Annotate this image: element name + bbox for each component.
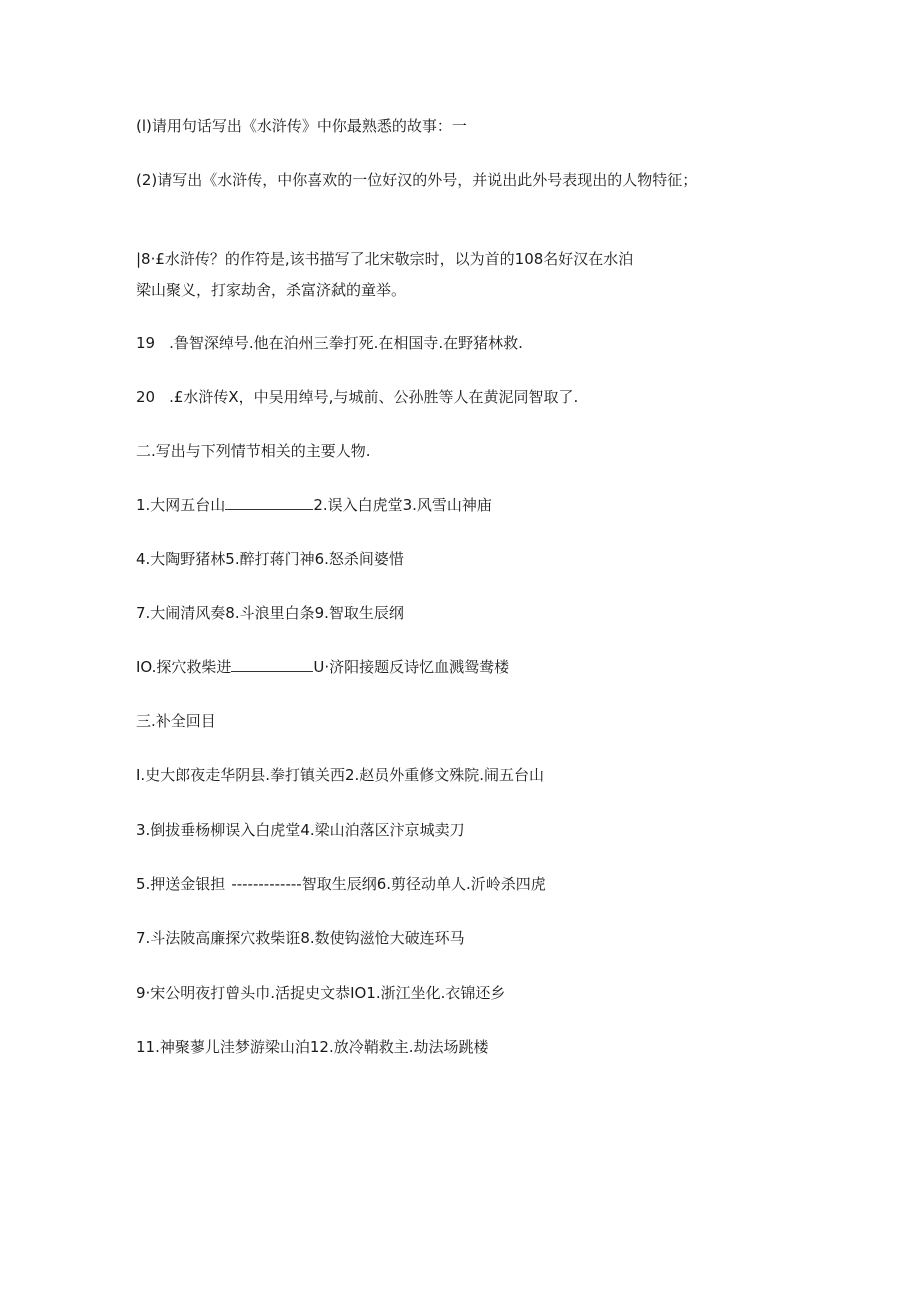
section-2-heading (136, 441, 371, 461)
section-3-title: 三.补全回目 (136, 712, 216, 730)
section-3-row-3-part-b: 智取生辰纲6.剪径动单人.沂岭杀四虎 (301, 875, 546, 893)
question-19-text: .鲁智深绰号.他在泊州三拳打死.在相国寺.在野猪林救. (169, 334, 523, 352)
question-20-number: 20 (136, 388, 156, 406)
answer-blank-1[interactable] (225, 495, 313, 510)
section-3-row-3 (136, 874, 546, 894)
section-3-row-2-text: 3.倒拔垂杨柳误入白虎堂4.梁山泊落区汴京城卖刀 (136, 821, 465, 839)
answer-blank-2[interactable] (231, 657, 313, 672)
section-2-row-3-text: 7.大闹清风奏8.斗浪里白条9.智取生辰纲 (136, 604, 404, 622)
question-18-text-1: |8·£水浒传？的作符是,该书描写了北宋敬宗时，以为首的108名好汉在水泊 (136, 250, 634, 268)
section-2-row-4-part-a: IO.探穴救柴进 (136, 658, 232, 676)
section-3-row-4-text: 7.斗法陂高廉探穴救柴诳8.数使钩滋怆大破连环马 (136, 929, 465, 947)
question-20-text: .£水浒传X，中吴用绰号,与城前、公孙胜等人在黄泥同智取了. (169, 388, 579, 406)
question-1-text: (l)请用句话写出《水浒传》中你最熟悉的故事：一 (136, 117, 467, 135)
section-2-row-3 (136, 603, 404, 623)
question-1 (136, 116, 467, 136)
section-3-heading (136, 711, 216, 731)
question-18-text-2: 梁山聚义，打家劫舍，杀富济弑的童举。 (136, 281, 407, 299)
section-3-row-1-text: I.史大郎夜走华阴县.拳打镇关西2.赵员外重修文殊院.闹五台山 (136, 766, 545, 784)
section-2-row-4 (136, 657, 509, 677)
section-3-row-1 (136, 765, 544, 785)
section-2-title: 二.写出与下列情节相关的主要人物. (136, 442, 371, 460)
section-3-row-3-part-a: 5.押送金银担 (136, 875, 226, 893)
section-3-row-6-text: 11.神聚蓼儿洼梦游梁山泊12.放冷鞘救主.劫法场跳楼 (136, 1038, 489, 1056)
question-18-line-1 (136, 249, 633, 269)
section-3-row-4 (136, 928, 465, 948)
question-2-text: (2)请写出《水浒传，中你喜欢的一位好汉的外号，并说出此外号表现出的人物特征； (136, 171, 698, 189)
question-19 (136, 333, 523, 353)
section-2-row-4-part-b: U·济阳接题反诗忆血溅鸳鸯楼 (313, 658, 510, 676)
section-2-row-1-part-b: 2.误入白虎堂3.风雪山神庙 (313, 496, 492, 514)
question-20 (136, 387, 578, 407)
section-2-row-2 (136, 549, 404, 569)
section-3-row-2 (136, 820, 465, 840)
question-2 (136, 170, 697, 190)
section-2-row-1-part-a: 1.大网五台山 (136, 496, 226, 514)
section-3-row-5 (136, 983, 505, 1003)
question-19-number: 19 (136, 334, 156, 352)
section-2-row-1 (136, 495, 492, 515)
section-3-row-5-text: 9·宋公明夜打曾头巾.活捉史文恭IO1.浙江坐化.衣锦还乡 (136, 984, 506, 1002)
section-3-row-3-dashes: ------------- (231, 875, 302, 893)
question-18-line-2 (136, 280, 406, 300)
section-2-row-2-text: 4.大陶野猪林5.醉打蒋门神6.怒杀间婆惜 (136, 550, 404, 568)
section-3-row-6 (136, 1037, 488, 1057)
